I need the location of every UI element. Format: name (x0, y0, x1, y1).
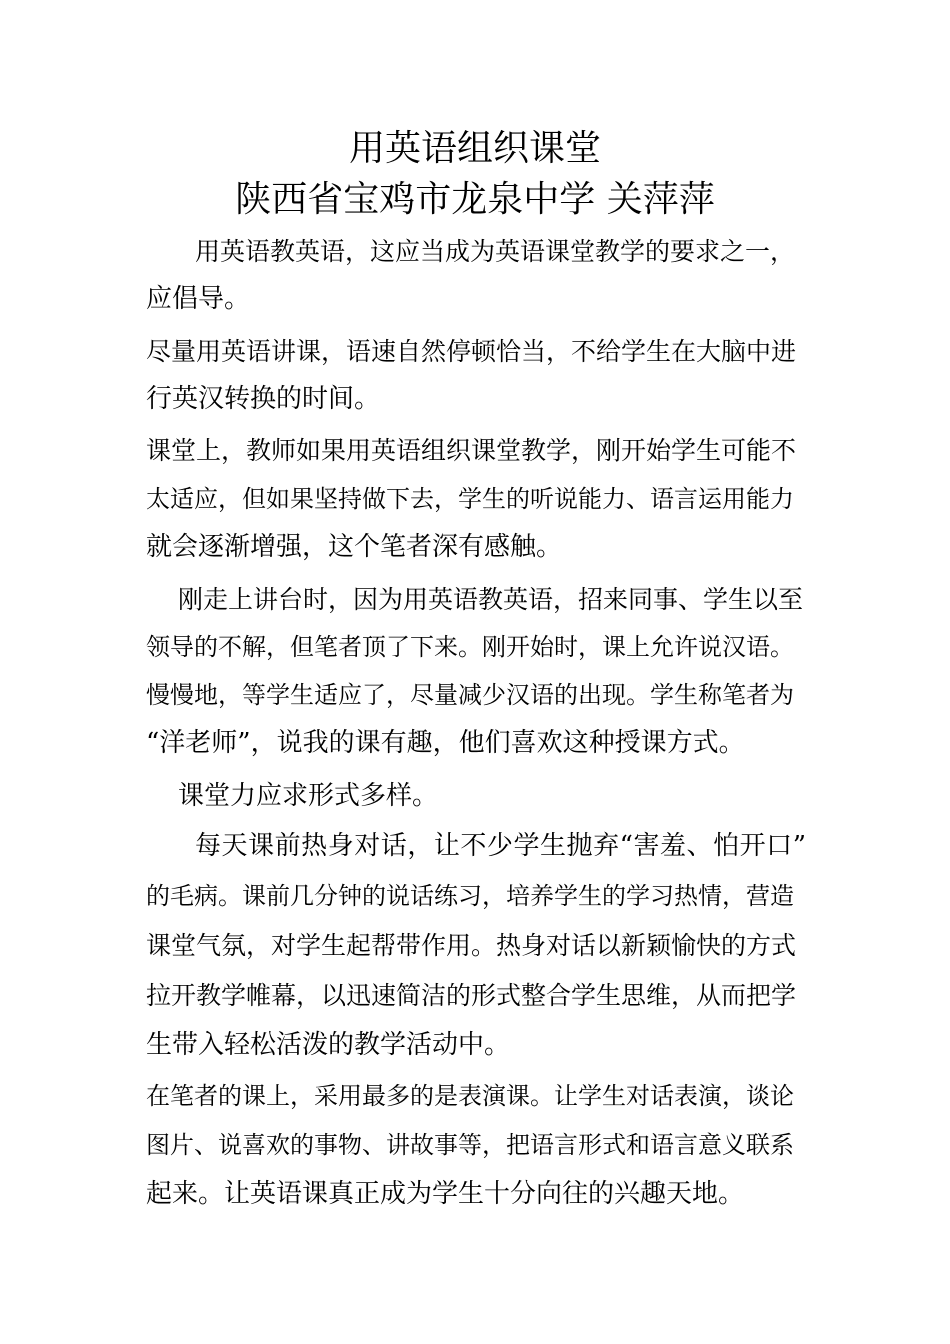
text-line: 课堂力应求形式多样。 (178, 781, 439, 811)
text-line: 领导的不解，但笔者顶了下来。刚开始时，课上允许说汉语。 (146, 633, 794, 661)
text-line: “洋老师”，说我的课有趣，他们喜欢这种授课方式。 (146, 728, 745, 758)
text-line: 刚走上讲台时，因为用英语教英语，招来同事、学生以至 (178, 585, 804, 614)
text-line: 课堂上，教师如果用英语组织课堂教学，刚开始学生可能不 (146, 436, 797, 465)
text-line: 生带入轻松活泼的教学活动中。 (146, 1030, 511, 1060)
text-line: 尽量用英语讲课，语速自然停顿恰当，不给学生在大脑中进 (146, 337, 797, 366)
text-line: 起来。让英语课真正成为学生十分向往的兴趣天地。 (146, 1179, 745, 1209)
text-line: 慢慢地，等学生适应了，尽量减少汉语的出现。学生称笔者为 (146, 681, 794, 709)
document-author-line: 陕西省宝鸡市龙泉中学 关萍萍 (235, 179, 715, 220)
text-line: 行英汉转换的时间。 (146, 384, 381, 414)
text-line: 就会逐渐增强，这个笔者深有感触。 (146, 532, 563, 562)
text-line: 课堂气氛，对学生起帮带作用。热身对话以新颖愉快的方式 (146, 931, 797, 960)
text-line: 的毛病。课前几分钟的说话练习，培养学生的学习热情，营造 (146, 882, 794, 910)
text-line: 用英语教英语，这应当成为英语课堂教学的要求之一， (195, 237, 796, 266)
text-line: 太适应，但如果坚持做下去，学生的听说能力、语言运用能力 (146, 485, 794, 513)
text-line: 拉开教学帷幕，以迅速简洁的形式整合学生思维，从而把学 (146, 981, 797, 1010)
text-line: 每天课前热身对话，让不少学生抛弃“害羞、怕开口” (195, 831, 807, 861)
text-line: 在笔者的课上，采用最多的是表演课。让学生对话表演，谈论 (146, 1082, 794, 1110)
document-title: 用英语组织课堂 (348, 128, 601, 169)
text-line: 应倡导。 (146, 284, 251, 314)
text-line: 图片、说喜欢的事物、讲故事等，把语言形式和语言意义联系 (146, 1131, 794, 1159)
